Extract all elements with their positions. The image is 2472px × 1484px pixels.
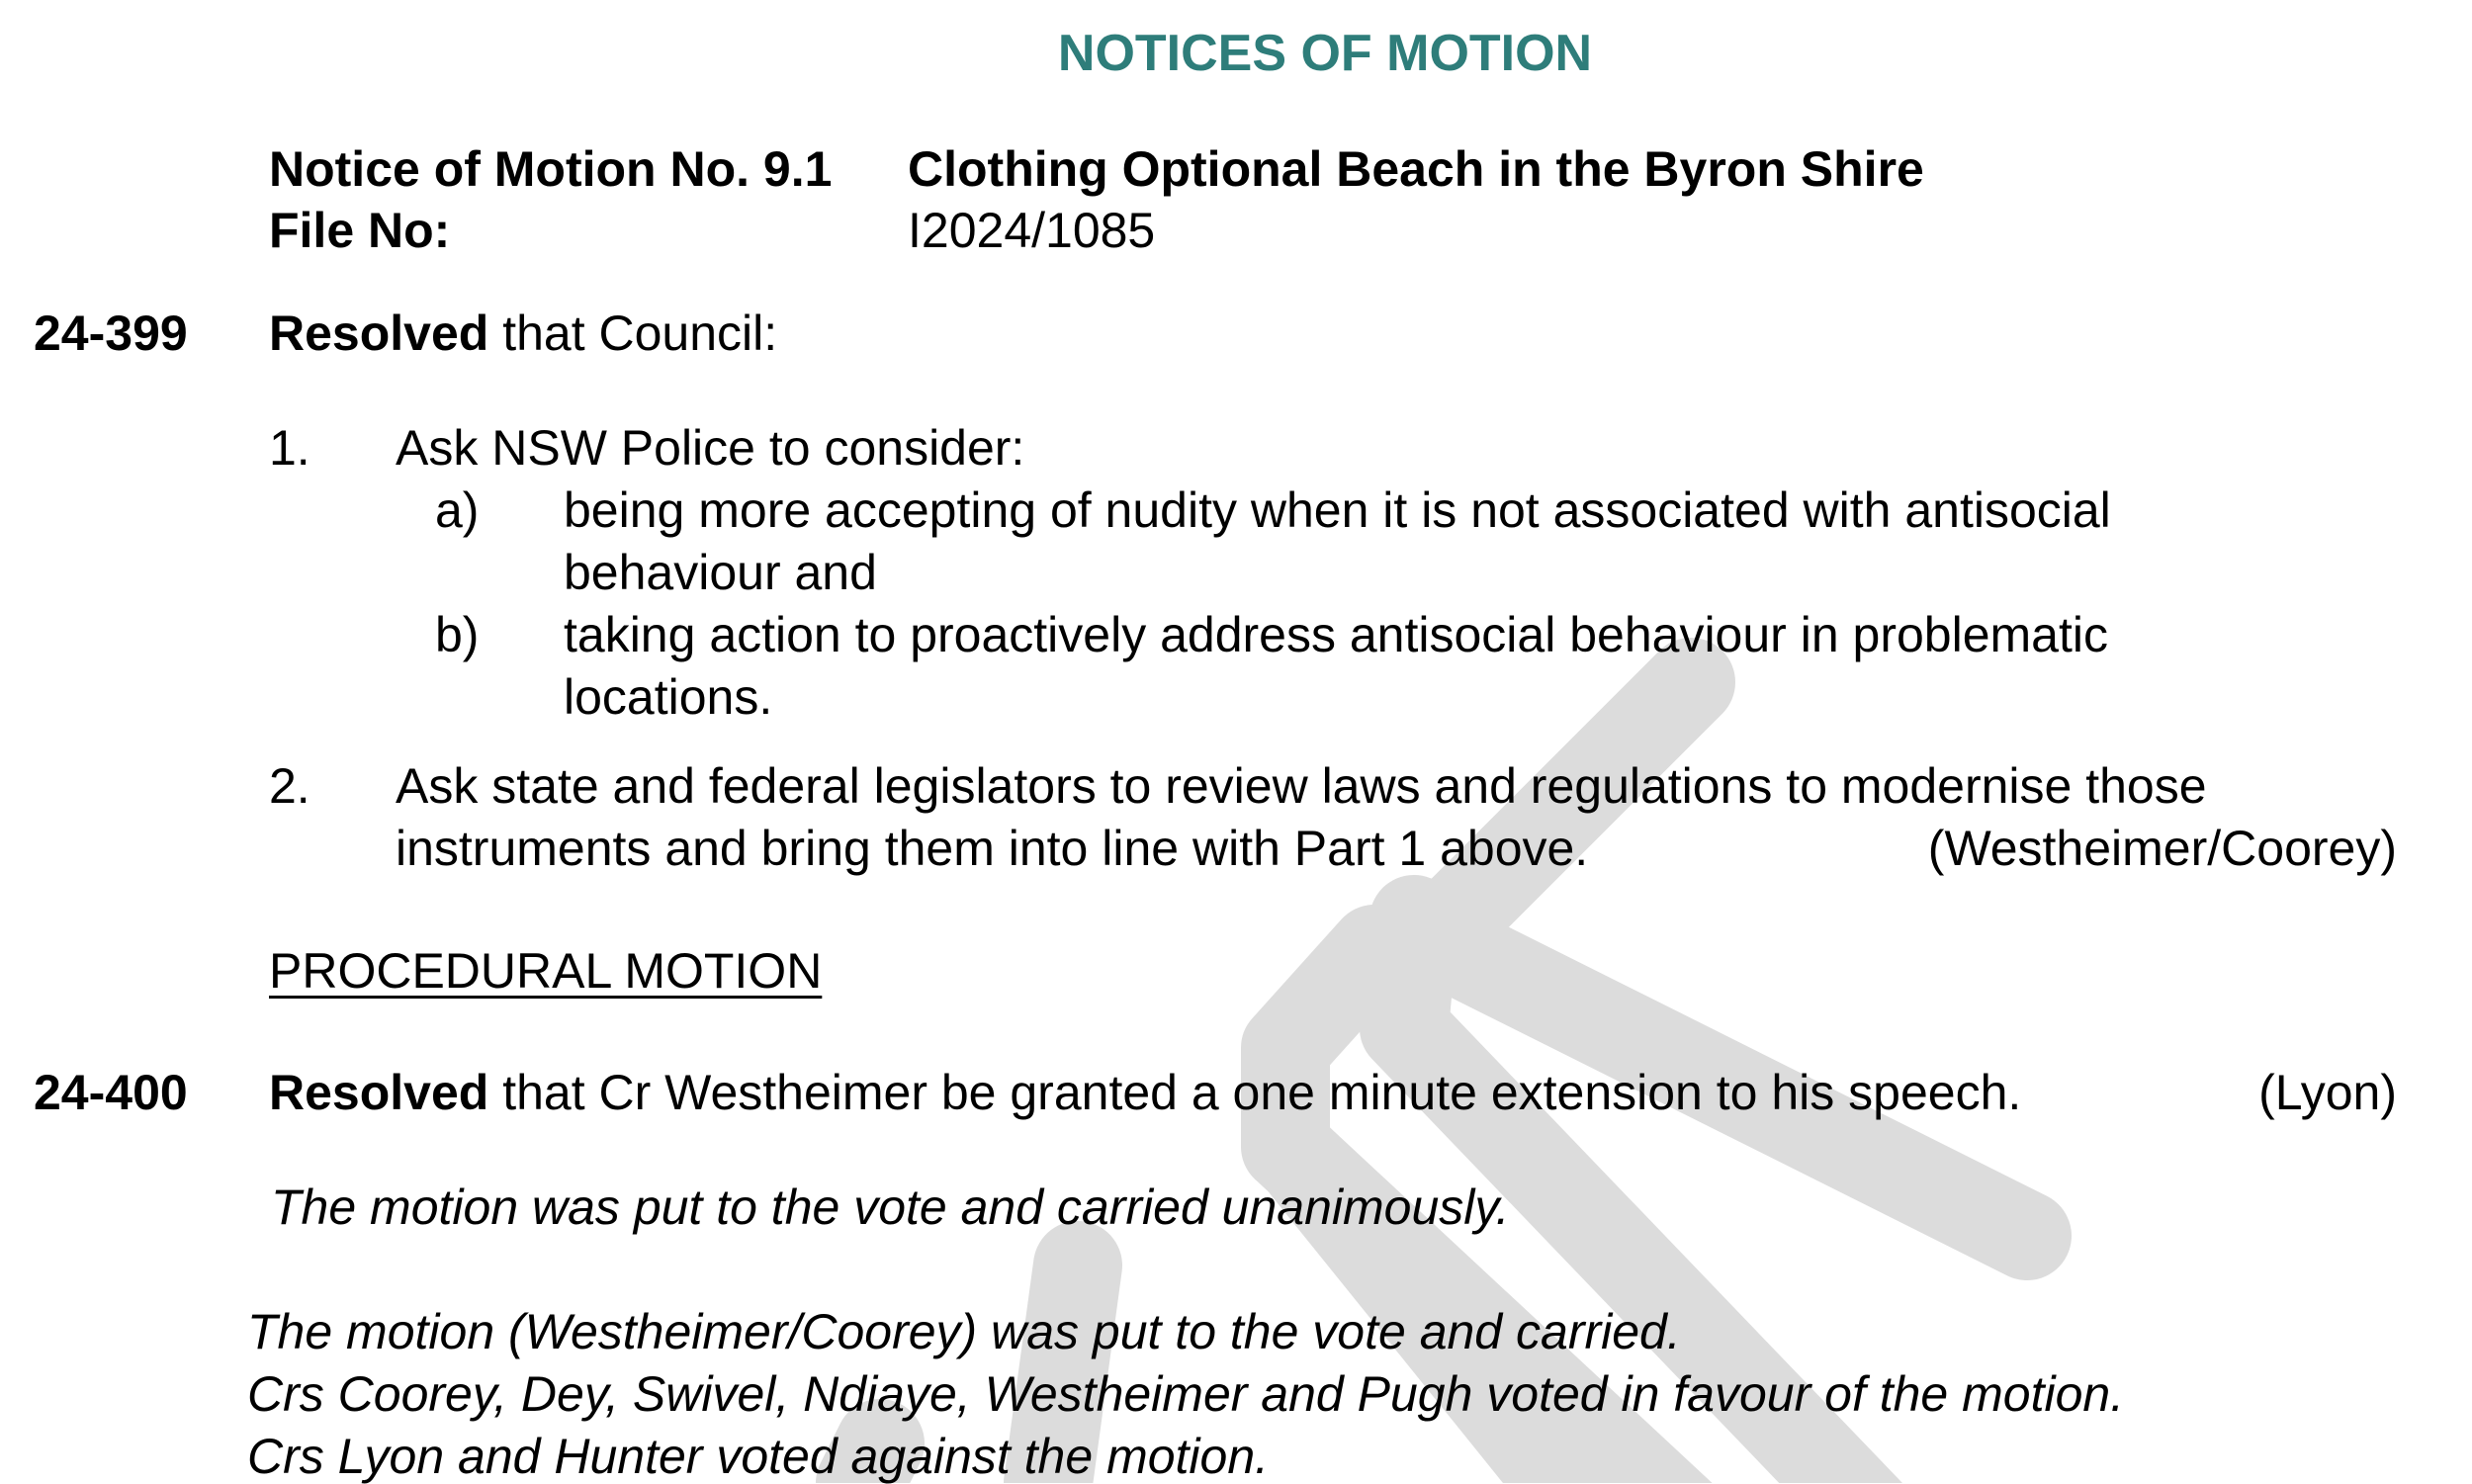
sub-item-label: b) [435,607,480,662]
resolution-intro-text: that Council: [488,306,778,361]
list-item-text: Ask state and federal legislators to review laws and regulations to modernise those [396,758,2207,814]
notice-title: Clothing Optional Beach in the Byron Shire [908,141,1924,197]
list-item-number: 1. [269,420,310,476]
sub-item-text: being more accepting of nudity when it is not associated with antisocial [564,482,2111,538]
file-no-label: File No: [269,203,451,258]
resolution-number: 24-399 [34,306,188,361]
sub-item-text: taking action to proactively address antisocial behaviour in problematic [564,607,2108,662]
resolution-number: 24-400 [34,1065,188,1120]
file-no-value: I2024/1085 [908,203,1156,258]
outcome-line: The motion (Westheimer/Coorey) was put to the vote and carried. [247,1304,1681,1359]
list-item-text: instruments and bring them into line with Part 1 above. [396,821,1589,876]
resolution-intro [269,306,778,361]
resolved-word: Resolved [269,1065,489,1120]
resolved-word: Resolved [269,306,489,361]
resolution-body: that Cr Westheimer be granted a one minute extension to his speech. [488,1065,2022,1120]
movers: (Westheimer/Coorey) [1927,821,2397,876]
notice-label: Notice of Motion No. 9.1 [269,141,833,197]
sub-item-label: a) [435,482,480,538]
mover: (Lyon) [2258,1065,2397,1120]
outcome-line: Crs Lyon and Hunter voted against the motion. [247,1429,1270,1484]
outcome-line: Crs Coorey, Dey, Swivel, Ndiaye, Westheimer and Pugh voted in favour of the motion. [247,1366,2125,1422]
sub-item-text: behaviour and [564,545,877,600]
vote-result: The motion was put to the vote and carried unanimously. [271,1179,1510,1235]
section-heading: NOTICES OF MOTION [1057,25,1593,82]
list-item-text: Ask NSW Police to consider: [396,420,1025,476]
procedural-motion-heading: PROCEDURAL MOTION [269,943,823,999]
list-item-number: 2. [269,758,310,814]
resolution-text [269,1065,2022,1120]
sub-item-text: locations. [564,669,773,725]
